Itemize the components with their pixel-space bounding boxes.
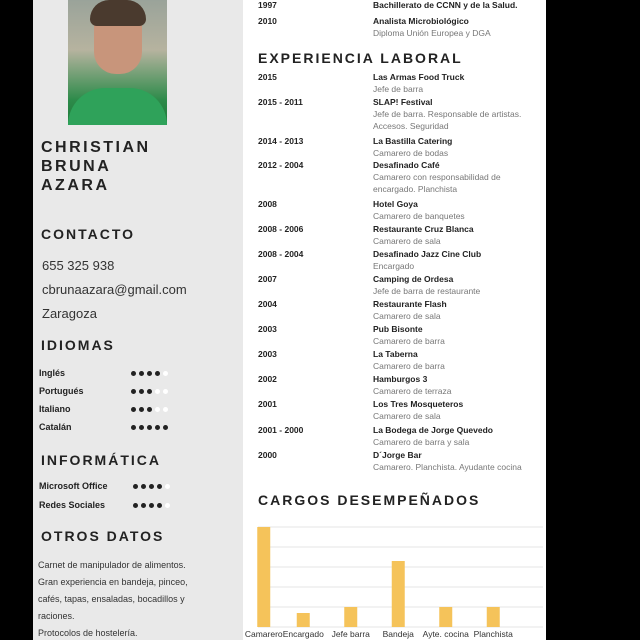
experience-role: Camarero de terraza	[373, 386, 452, 396]
rating-dot-filled	[141, 484, 146, 489]
rating-dot-filled	[131, 407, 136, 412]
rating-dot-filled	[139, 371, 144, 376]
other-line: Gran experiencia en bandeja, pinceo,	[38, 577, 188, 587]
skill-rating	[131, 371, 168, 376]
rating-dot-filled	[147, 371, 152, 376]
skill-rating	[131, 389, 168, 394]
rating-dot-filled	[139, 407, 144, 412]
x-tick-label: Camarero	[244, 629, 283, 639]
experience-year: 2004	[258, 299, 277, 309]
rating-dot-filled	[157, 503, 162, 508]
experience-role: Camarero de banquetes	[373, 211, 465, 221]
rating-dot-empty	[155, 407, 160, 412]
last-name: AZARA	[41, 177, 110, 194]
rating-dot-empty	[165, 503, 170, 508]
experience-role: Camarero de barra	[373, 361, 445, 371]
rating-dot-filled	[131, 371, 136, 376]
other-line: raciones.	[38, 611, 75, 621]
rating-dot-filled	[147, 425, 152, 430]
experience-company: D´Jorge Bar	[373, 450, 422, 460]
chart-bar	[487, 607, 500, 627]
rating-dot-filled	[149, 484, 154, 489]
skill-row	[39, 500, 239, 514]
skill-row	[39, 422, 239, 436]
chart-bar	[392, 561, 405, 627]
rating-dot-filled	[157, 484, 162, 489]
rating-dot-filled	[139, 425, 144, 430]
experience-role: Jefe de barra. Responsable de artistas. Accesos. Seguridad	[373, 109, 522, 131]
rating-dot-empty	[163, 389, 168, 394]
rating-dot-filled	[141, 503, 146, 508]
rating-dot-empty	[163, 407, 168, 412]
experience-company: Hamburgos 3	[373, 374, 428, 384]
other-heading: OTROS DATOS	[41, 528, 165, 544]
languages-heading: IDIOMAS	[41, 337, 115, 353]
computing-heading: INFORMÁTICA	[41, 452, 161, 468]
experience-company: La Taberna	[373, 349, 418, 359]
experience-company: La Bodega de Jorge Quevedo	[373, 425, 493, 435]
skill-rating	[131, 407, 168, 412]
cv-page	[33, 0, 546, 640]
skill-row	[39, 481, 239, 495]
rating-dot-filled	[163, 425, 168, 430]
main-column: 1997 Bachillerato de CCNN y de la Salud. 2010 Analista Microbiológico Diploma Unión Europea y DGA EXPERIENCIA LABORAL 2015 Las Armas Food Truck Jefe de barra 2015 - 2011 SLAP! Festival Jefe de barra. Responsable de artistas. Accesos. Seguridad 2014 - 2013 La Bastilla Catering Camarero de bodas 2012 - 2004 Desafinado Café Camarero con responsabilidad de encargado. Planchista 2008 Hotel Goya Camarero de banquetes 2008 - 2006 Restaurante Cruz Blanca Camarero de sala 2008 - 2004 Desafinado Jazz Cine Club Encargado 2007 Camping de Ordesa Jefe de barra de restaurante 2004 Restaurante Flash Camarero de sala 2003 Pub Bisonte Camarero de barra 2003 La Taberna Camarero de barra 2002 Hamburgos 3 Camarero de terraza 2001 Los Tres Mosqueteros Camarero de sala 2001 - 2000 La Bodega de Jorge Quevedo Camarero de barra y sala 2000 D´Jorge Bar Camarero. Planchista. Ayudante cocina CARGOS DESEMPEÑADOS Camarero Encargado Jefe barra Bandeja Ayte. cocina Planchista	[243, 0, 546, 640]
experience-year: 2014 - 2013	[258, 136, 304, 146]
experience-company: SLAP! Festival	[373, 97, 433, 107]
middle-name: BRUNA	[41, 158, 112, 175]
x-tick-label: Jefe barra	[331, 629, 370, 639]
experience-role: Camarero. Planchista. Ayudante cocina	[373, 462, 522, 472]
skill-name: Catalán	[39, 422, 72, 432]
chart-title: CARGOS DESEMPEÑADOS	[258, 492, 481, 508]
email-address: cbrunaazara@gmail.com	[42, 282, 187, 297]
x-tick-label: Planchista	[473, 629, 513, 639]
experience-company: Camping de Ordesa	[373, 274, 454, 284]
experience-company: Los Tres Mosqueteros	[373, 399, 464, 409]
experience-role: Camarero de sala	[373, 411, 441, 421]
skill-name: Redes Sociales	[39, 500, 106, 510]
experience-year: 2000	[258, 450, 277, 460]
experience-role: Camarero de bodas	[373, 148, 449, 158]
skill-row	[39, 368, 239, 382]
rating-dot-empty	[165, 484, 170, 489]
profile-photo	[68, 0, 167, 125]
experience-year: 2015	[258, 72, 277, 82]
skill-name: Microsoft Office	[39, 481, 108, 491]
experience-year: 2003	[258, 349, 277, 359]
experience-company: Desafinado Café	[373, 160, 440, 170]
experience-role: Camarero de sala	[373, 311, 441, 321]
chart-bar	[344, 607, 357, 627]
skill-rating	[131, 425, 168, 430]
rating-dot-filled	[139, 389, 144, 394]
experience-role: Camarero de barra	[373, 336, 445, 346]
experience-role: Jefe de barra de restaurante	[373, 286, 481, 296]
rating-dot-filled	[149, 503, 154, 508]
first-name: CHRISTIAN	[41, 139, 151, 156]
chart-bar	[297, 613, 310, 627]
skill-name: Inglés	[39, 368, 66, 378]
other-line: Protocolos de hostelería.	[38, 628, 138, 638]
x-tick-label: Ayte. cocina	[422, 629, 469, 639]
experience-year: 2002	[258, 374, 277, 384]
skill-name: Portugués	[39, 386, 84, 396]
sidebar	[33, 0, 243, 640]
rating-dot-filled	[131, 425, 136, 430]
chart-bar	[439, 607, 452, 627]
other-line: cafés, tapas, ensaladas, bocadillos y	[38, 594, 185, 604]
other-data	[38, 557, 238, 640]
experience-role: Camarero con responsabilidad de encargado. Planchista	[373, 172, 501, 194]
rating-dot-filled	[133, 503, 138, 508]
experience-year: 2001	[258, 399, 277, 409]
rating-dot-filled	[155, 371, 160, 376]
positions-bar-chart	[243, 515, 546, 640]
experience-role: Encargado	[373, 261, 415, 271]
rating-dot-filled	[147, 407, 152, 412]
contact-heading: CONTACTO	[41, 226, 136, 242]
skill-rating	[133, 503, 170, 508]
experience-year: 2007	[258, 274, 277, 284]
experience-year: 2008 - 2004	[258, 249, 304, 259]
rating-dot-filled	[155, 425, 160, 430]
rating-dot-filled	[133, 484, 138, 489]
skill-rating	[133, 484, 170, 489]
chart-bar	[257, 527, 270, 627]
experience-company: Hotel Goya	[373, 199, 418, 209]
experience-company: Las Armas Food Truck	[373, 72, 465, 82]
experience-year: 2003	[258, 324, 277, 334]
experience-year: 2008	[258, 199, 277, 209]
city: Zaragoza	[42, 306, 97, 321]
phone-number: 655 325 938	[42, 258, 115, 273]
rating-dot-empty	[155, 389, 160, 394]
experience-year: 2015 - 2011	[258, 97, 303, 107]
skill-row	[39, 404, 239, 418]
experience-year: 2008 - 2006	[258, 224, 304, 234]
person-name	[41, 138, 151, 195]
skill-row	[39, 386, 239, 400]
experience-role: Camarero de barra y sala	[373, 437, 470, 447]
x-tick-label: Bandeja	[382, 629, 414, 639]
experience-year: 2001 - 2000	[258, 425, 304, 435]
experience-year: 2012 - 2004	[258, 160, 304, 170]
rating-dot-filled	[147, 389, 152, 394]
experience-heading: EXPERIENCIA LABORAL	[258, 50, 463, 66]
experience-company: Restaurante Cruz Blanca	[373, 224, 474, 234]
rating-dot-empty	[163, 371, 168, 376]
other-line: Carnet de manipulador de alimentos.	[38, 560, 186, 570]
experience-role: Camarero de sala	[373, 236, 441, 246]
x-tick-label: Encargado	[282, 629, 324, 639]
rating-dot-filled	[131, 389, 136, 394]
experience-company: Pub Bisonte	[373, 324, 423, 334]
skill-name: Italiano	[39, 404, 71, 414]
experience-company: La Bastilla Catering	[373, 136, 453, 146]
experience-role: Jefe de barra	[373, 84, 424, 94]
experience-company: Desafinado Jazz Cine Club	[373, 249, 482, 259]
experience-company: Restaurante Flash	[373, 299, 447, 309]
